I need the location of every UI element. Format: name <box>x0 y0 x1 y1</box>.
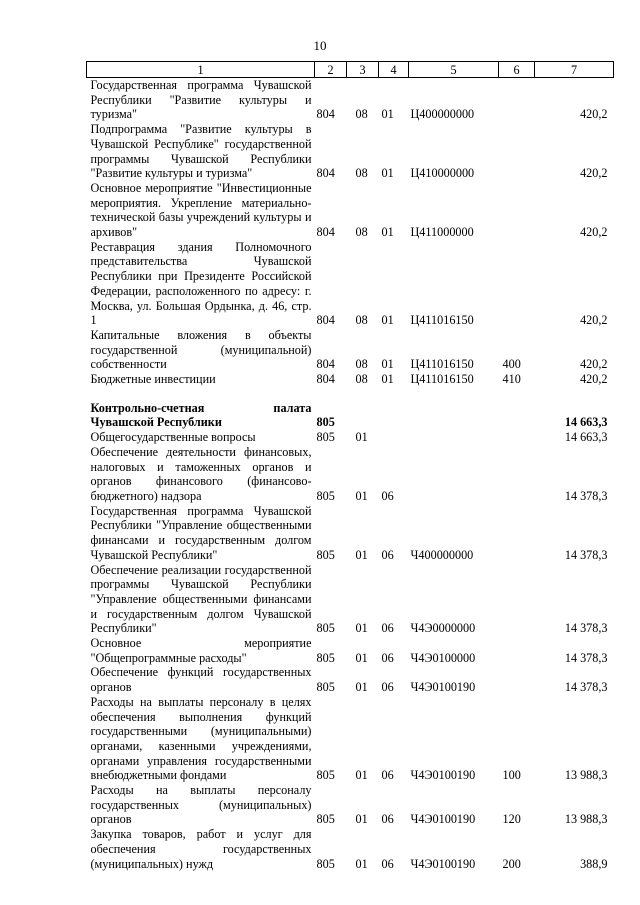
subsection-code-cell <box>347 401 379 430</box>
section-code-cell: 804 <box>316 313 335 328</box>
row-name-cell: Подпрограмма "Развитие культуры в Чувашской Республике" государственной программы Чувашской Республики "Развитие культуры и туризма" <box>90 122 312 181</box>
target-article-code-cell: Ц411016150 <box>410 372 474 387</box>
amount-cell: 14 378,3 <box>564 488 608 503</box>
expense-type-code-cell <box>499 430 535 445</box>
section-code-cell: 805 <box>316 430 335 445</box>
expense-type-code-cell <box>499 563 535 637</box>
section-code-cell: 804 <box>316 107 335 122</box>
expense-type-code-cell <box>499 445 535 504</box>
subsection-code-cell: 01 <box>355 680 368 695</box>
row-name-cell: Обеспечение реализации государственной программы Чувашской Республики "Управление общественными финансами и государственным долгом Чувашской Республики" <box>90 562 312 636</box>
subsection-2-code-cell: 06 <box>381 680 394 695</box>
target-article-code-cell: Ч4Э0100190 <box>410 768 476 783</box>
target-article-code-cell: Ч400000000 <box>410 547 474 562</box>
amount-cell: 13 988,3 <box>564 812 608 827</box>
table-header <box>87 62 614 78</box>
expense-type-code-cell: 100 <box>502 768 521 783</box>
subsection-2-code-cell: 01 <box>381 313 394 328</box>
table-row <box>87 665 614 694</box>
table-row <box>87 636 614 665</box>
subsection-2-code-cell: 06 <box>381 812 394 827</box>
subsection-2-code-cell: 01 <box>381 107 394 122</box>
subsection-2-code-cell: 06 <box>381 488 394 503</box>
section-code-cell: 804 <box>316 166 335 181</box>
expense-type-code-cell <box>499 504 535 563</box>
expense-type-code-cell <box>499 78 535 123</box>
section-code-cell: 805 <box>316 488 335 503</box>
row-name-cell: Капитальные вложения в объекты государственной (муниципальной) собственности <box>90 327 312 372</box>
column-header-7: 7 <box>535 62 614 78</box>
column-header-4: 4 <box>379 62 409 78</box>
table-row <box>87 328 614 372</box>
subsection-code-cell: 01 <box>355 621 368 636</box>
budget-table <box>86 61 614 871</box>
table-row <box>87 430 614 445</box>
section-code-cell: 804 <box>316 357 335 372</box>
table-row <box>87 504 614 563</box>
row-name-cell: Обеспечение деятельности финансовых, налоговых и таможенных органов и органов финансового (финансово-бюджетного) надзора <box>90 444 312 503</box>
header-row <box>87 62 614 78</box>
table-row <box>87 78 614 123</box>
table-row <box>87 563 614 637</box>
table-row <box>87 240 614 328</box>
row-name-cell: Расходы на выплаты персоналу государственных (муниципальных) органов <box>90 783 312 827</box>
subsection-code-cell: 01 <box>355 812 368 827</box>
subsection-code-cell: 01 <box>355 430 368 445</box>
subsection-code-cell: 01 <box>355 650 368 665</box>
subsection-2-code-cell: 01 <box>381 225 394 240</box>
page-number: 10 <box>313 38 327 53</box>
row-name-cell: Расходы на выплаты персоналу в целях обеспечения выполнения функций государственными (муниципальными) органами, казенными учреждениями, органами управления государственными внебюджетными фондами <box>90 694 312 783</box>
amount-cell: 420,2 <box>580 107 608 122</box>
row-name-cell: Реставрация здания Полномочного представительства Чувашской Республики при Президенте Российской Федерации, расположенного по адресу: г. Москва, ул. Большая Ордынка, д. 46, стр. 1 <box>90 239 312 328</box>
row-name-cell: Закупка товаров, работ и услуг для обеспечения государственных (муниципальных) нужд <box>90 827 312 871</box>
amount-cell: 420,2 <box>580 357 608 372</box>
section-code-cell: 805 <box>316 547 335 562</box>
target-article-code-cell: Ц400000000 <box>410 107 475 122</box>
amount-cell: 14 663,3 <box>564 430 608 445</box>
subsection-code-cell: 08 <box>355 313 368 328</box>
section-code-cell: 804 <box>316 372 335 387</box>
subsection-2-code-cell: 06 <box>381 856 394 871</box>
expense-type-code-cell <box>499 401 535 430</box>
column-header-1: 1 <box>87 62 315 78</box>
amount-cell: 420,2 <box>580 372 608 387</box>
subsection-code-cell: 08 <box>355 372 368 387</box>
subsection-2-code-cell: 06 <box>381 768 394 783</box>
table-row <box>87 401 614 430</box>
target-article-code-cell: Ц411016150 <box>410 357 474 372</box>
section-code-cell: 804 <box>316 225 335 240</box>
target-article-code-cell: Ч4Э0100190 <box>410 812 476 827</box>
target-article-code-cell <box>409 445 499 504</box>
row-name-cell: Общегосударственные вопросы <box>90 430 256 445</box>
target-article-code-cell: Ч4Э0000000 <box>410 621 476 636</box>
section-code-cell: 805 <box>316 856 335 871</box>
table-body <box>87 78 614 872</box>
target-article-code-cell: Ц411000000 <box>410 225 474 240</box>
expense-type-code-cell <box>499 122 535 181</box>
target-article-code-cell: Ч4Э0100190 <box>410 680 476 695</box>
column-header-5: 5 <box>409 62 499 78</box>
subsection-2-code-cell: 06 <box>381 621 394 636</box>
table-row <box>87 783 614 827</box>
expense-type-code-cell <box>499 665 535 694</box>
target-article-code-cell: Ц410000000 <box>410 166 475 181</box>
amount-cell: 14 378,3 <box>564 680 608 695</box>
subsection-2-code-cell <box>379 430 409 445</box>
target-article-code-cell <box>409 430 499 445</box>
amount-cell: 14 663,3 <box>564 415 608 430</box>
subsection-2-code-cell <box>379 401 409 430</box>
section-code-cell: 805 <box>316 415 335 430</box>
row-name-cell: Основное мероприятие "Общепрограммные расходы" <box>90 636 312 665</box>
target-article-code-cell: Ц411016150 <box>410 313 474 328</box>
row-name-cell: Основное мероприятие "Инвестиционные мероприятия. Укрепление материально-технической базы учреждений культуры и архивов" <box>90 180 312 240</box>
expense-type-code-cell: 400 <box>502 357 521 372</box>
expense-type-code-cell <box>499 181 535 240</box>
expense-type-code-cell <box>499 636 535 665</box>
spacer-row <box>87 387 614 401</box>
subsection-code-cell: 01 <box>355 856 368 871</box>
row-name-cell: Государственная программа Чувашской Республики "Управление общественными финансами и государственным долгом Чувашской Республики" <box>90 503 312 562</box>
subsection-2-code-cell: 01 <box>381 166 394 181</box>
expense-type-code-cell: 200 <box>502 856 521 871</box>
subsection-2-code-cell: 01 <box>381 372 394 387</box>
column-header-3: 3 <box>347 62 379 78</box>
amount-cell: 14 378,3 <box>564 621 608 636</box>
target-article-code-cell <box>409 401 499 430</box>
section-code-cell: 805 <box>316 621 335 636</box>
subsection-2-code-cell: 01 <box>381 357 394 372</box>
amount-cell: 13 988,3 <box>564 768 608 783</box>
section-code-cell: 805 <box>316 812 335 827</box>
row-name-cell: Бюджетные инвестиции <box>90 372 216 387</box>
row-name-cell: Контрольно-счетная палата Чувашской Республики <box>90 400 312 430</box>
subsection-code-cell: 01 <box>355 547 368 562</box>
amount-cell: 420,2 <box>580 166 608 181</box>
row-name-cell: Обеспечение функций государственных органов <box>90 665 312 695</box>
amount-cell: 420,2 <box>580 313 608 328</box>
section-code-cell: 805 <box>316 680 335 695</box>
subsection-code-cell: 08 <box>355 357 368 372</box>
subsection-code-cell: 08 <box>355 166 368 181</box>
target-article-code-cell: Ч4Э0100000 <box>410 650 476 665</box>
column-header-2: 2 <box>315 62 347 78</box>
target-article-code-cell: Ч4Э0100190 <box>410 856 476 871</box>
subsection-code-cell: 08 <box>355 225 368 240</box>
column-header-6: 6 <box>499 62 535 78</box>
amount-cell: 420,2 <box>580 225 608 240</box>
subsection-code-cell: 01 <box>355 488 368 503</box>
table-row <box>87 445 614 504</box>
section-code-cell: 805 <box>316 650 335 665</box>
amount-cell: 14 378,3 <box>564 547 608 562</box>
table-row <box>87 827 614 871</box>
subsection-2-code-cell: 06 <box>381 650 394 665</box>
expense-type-code-cell: 120 <box>502 812 521 827</box>
spacer-cell <box>87 387 614 401</box>
section-code-cell: 805 <box>316 768 335 783</box>
table-row <box>87 372 614 387</box>
table-row <box>87 181 614 240</box>
subsection-2-code-cell: 06 <box>381 547 394 562</box>
amount-cell: 388,9 <box>580 856 608 871</box>
table-row <box>87 695 614 783</box>
subsection-code-cell: 01 <box>355 768 368 783</box>
table-row <box>87 122 614 181</box>
amount-cell: 14 378,3 <box>564 650 608 665</box>
expense-type-code-cell <box>499 240 535 328</box>
subsection-code-cell: 08 <box>355 107 368 122</box>
expense-type-code-cell: 410 <box>502 372 521 387</box>
row-name-cell: Государственная программа Чувашской Республики "Развитие культуры и туризма" <box>90 78 312 122</box>
